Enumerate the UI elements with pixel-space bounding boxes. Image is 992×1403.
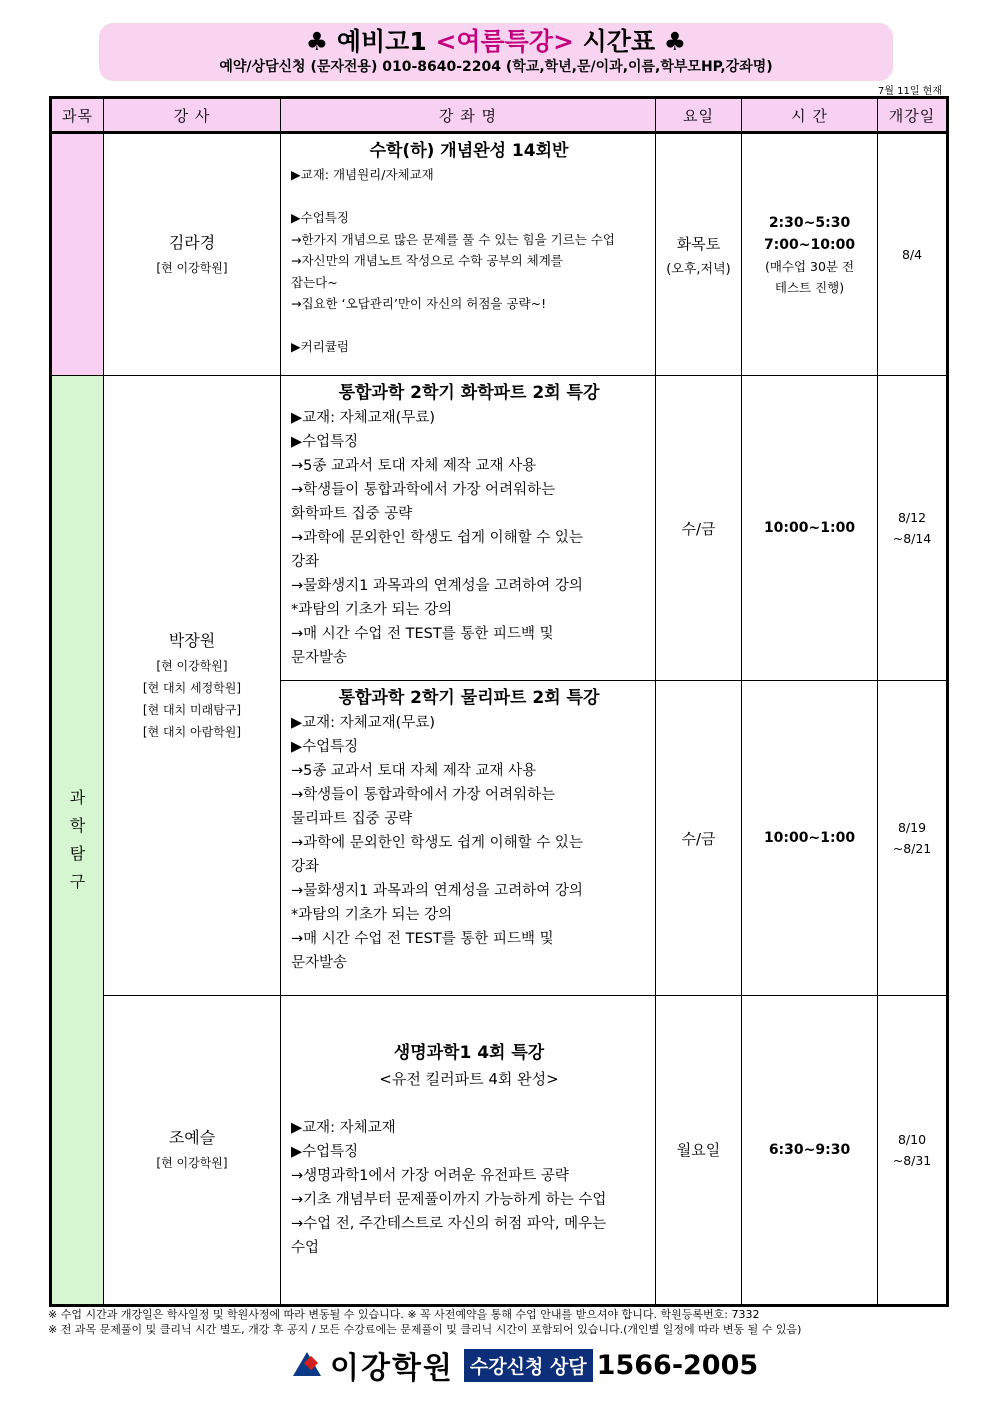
course-line: 강좌 (291, 554, 320, 571)
course-line: ▶교재: 자체교재 (291, 1119, 396, 1136)
open-date-cell: 8/4 (878, 133, 948, 376)
teacher-cell (104, 376, 281, 996)
teacher-affiliation: [현 대치 미래탐구] (142, 702, 242, 717)
page-title: ♣ 예비고1 <여름특강> 시간표 ♣ (305, 27, 687, 56)
time-note: 테스트 진행) (774, 279, 845, 295)
day-cell: 수/금 (656, 681, 742, 995)
open-date-cell: 8/10 ~8/31 (878, 995, 948, 1305)
header-row (51, 98, 948, 133)
course-line: →자신만의 개념노트 작성으로 수학 공부의 체계를 (291, 253, 563, 269)
academy-name: 이강학원 (330, 1351, 454, 1386)
course-line: →매 시간 수업 전 TEST를 통한 피드백 및 (291, 931, 554, 948)
teacher-cell (104, 133, 281, 376)
course-line: →매 시간 수업 전 TEST를 통한 피드백 및 (291, 626, 554, 643)
course-line: →5종 교과서 토대 자체 제작 교재 사용 (291, 763, 537, 780)
teacher-affiliation: [현 대치 세정학원] (142, 680, 242, 695)
page-subtitle: 예약/상담신청 (문자전용) 010-8640-2204 (학교,학년,문/이과,이름,학부모HP,강좌명) (219, 59, 773, 75)
time-note: (매수업 30분 전 (764, 258, 855, 274)
course-line: →기초 개념부터 문제풀이까지 가능하게 하는 수업 (291, 1191, 607, 1208)
course-title: 수학(하) 개념완성 14회반 (369, 141, 569, 162)
course-line: →생명과학1에서 가장 어려운 유전파트 공략 (291, 1167, 569, 1184)
time-value: 7:00~10:00 (763, 236, 856, 253)
col-open: 개강일 (878, 98, 948, 133)
col-subject: 과목 (51, 98, 104, 133)
course-cell (281, 133, 656, 376)
col-day: 요일 (656, 98, 742, 133)
course-line: 문자발송 (291, 650, 348, 667)
day-note: (오후,저녁) (666, 261, 731, 277)
academy-logo-icon (290, 1348, 324, 1382)
table-row (51, 133, 948, 376)
teacher-affiliation: [현 이강학원] (156, 1156, 228, 1171)
col-teacher: 강 사 (104, 98, 281, 133)
footer (290, 1345, 758, 1385)
table-row (51, 995, 948, 1305)
course-line: →집요한 ‘오답관리’만이 자신의 허점을 공략~! (291, 296, 547, 312)
course-line: →5종 교과서 토대 자체 제작 교재 사용 (291, 458, 537, 475)
course-line: *과탐의 기초가 되는 강의 (291, 602, 453, 619)
course-title: 통합과학 2학기 물리파트 2회 특강 (338, 688, 600, 709)
time-cell (742, 133, 878, 376)
course-line: 화학파트 집중 공략 (291, 506, 413, 523)
open-date-cell: 8/12 ~8/14 (878, 376, 948, 681)
course-line: ▶수업특징 (291, 434, 359, 451)
subject-science-cell: 과 학 탐 구 (51, 376, 104, 1306)
teacher-name: 조예슬 (168, 1128, 216, 1148)
title-banner (99, 23, 893, 81)
teacher-affiliation: [현 대치 아람학원] (142, 724, 242, 739)
course-cell (281, 995, 656, 1305)
course-line: →물화생지1 과목과의 연계성을 고려하여 강의 (291, 883, 583, 900)
schedule-table (49, 96, 949, 1307)
col-time: 시 간 (742, 98, 878, 133)
time-value: 2:30~5:30 (768, 214, 851, 231)
course-line: ▶수업특징 (291, 739, 359, 756)
teacher-affiliation: [현 이강학원] (156, 261, 228, 276)
time-cell: 6:30~9:30 (742, 995, 878, 1305)
day-cell: 수/금 (656, 376, 742, 681)
teacher-affiliation: [현 이강학원] (156, 658, 228, 673)
course-cell (281, 376, 656, 681)
date-note: 7월 11일 현재 (877, 86, 942, 97)
course-line: ▶교재: 개념원리/자체교재 (291, 167, 434, 183)
course-line: →수업 전, 주간테스트로 자신의 허점 파악, 메우는 (291, 1215, 607, 1232)
course-line: →학생들이 통합과학에서 가장 어려워하는 (291, 787, 556, 804)
footnote: ※ 수업 시간과 개강일은 학사일정 및 학원사정에 따라 변동될 수 있습니다. ※ 꼭 사전예약을 통해 수업 안내를 받으셔야 합니다. 학원등록번호: 7332 (48, 1308, 760, 1321)
footnote: ※ 전 과목 문제풀이 및 클리닉 시간 별도, 개강 후 공지 / 모든 수강료에는 문제풀이 및 클리닉 시간이 포함되어 있습니다.(개인별 일정에 따라 변동 될 수 있음) (48, 1323, 802, 1336)
course-line: 물리파트 집중 공략 (291, 811, 413, 828)
table-row (51, 376, 948, 681)
day-cell (656, 133, 742, 376)
phone-number: 1566-2005 (596, 1349, 759, 1381)
course-line: →학생들이 통합과학에서 가장 어려워하는 (291, 482, 556, 499)
course-subtitle: <유전 킬러파트 4회 완성> (379, 1069, 559, 1088)
course-line: ▶교재: 자체교재(무료) (291, 715, 436, 732)
course-line: 수업 (291, 1239, 320, 1256)
col-course: 강 좌 명 (281, 98, 656, 133)
course-line: →과학에 문외한인 학생도 쉽게 이해할 수 있는 (291, 530, 583, 547)
enroll-label: 수강신청 상담 (464, 1349, 593, 1382)
teacher-name: 김라경 (168, 233, 216, 253)
course-line: ▶교재: 자체교재(무료) (291, 410, 436, 427)
course-line: 문자발송 (291, 955, 348, 972)
course-line: ▶수업특징 (291, 1143, 359, 1160)
time-cell: 10:00~1:00 (742, 376, 878, 681)
teacher-cell (104, 995, 281, 1305)
course-title: 생명과학1 4회 특강 (393, 1042, 545, 1063)
course-line: →과학에 문외한인 학생도 쉽게 이해할 수 있는 (291, 835, 583, 852)
course-title: 통합과학 2학기 화학파트 2회 특강 (338, 383, 600, 404)
day-value: 화목토 (676, 234, 721, 253)
day-cell: 월요일 (656, 995, 742, 1305)
course-line (291, 315, 647, 337)
course-line: 잡는다~ (291, 274, 338, 290)
course-line: *과탐의 기초가 되는 강의 (291, 907, 453, 924)
open-date-cell: 8/19 ~8/21 (878, 681, 948, 995)
course-line: →한가지 개념으로 많은 문제를 풀 수 있는 힘을 기르는 수업 (291, 231, 615, 247)
subject-math-cell (51, 133, 104, 376)
course-line: ▶수업특징 (291, 210, 349, 226)
footnotes (48, 1307, 801, 1337)
teacher-name: 박장원 (168, 630, 216, 650)
time-cell: 10:00~1:00 (742, 681, 878, 995)
course-cell (281, 681, 656, 995)
course-line: ▶커리큘럼 (291, 339, 349, 355)
course-line (291, 186, 647, 208)
course-line: 강좌 (291, 859, 320, 876)
course-line: →물화생지1 과목과의 연계성을 고려하여 강의 (291, 578, 583, 595)
